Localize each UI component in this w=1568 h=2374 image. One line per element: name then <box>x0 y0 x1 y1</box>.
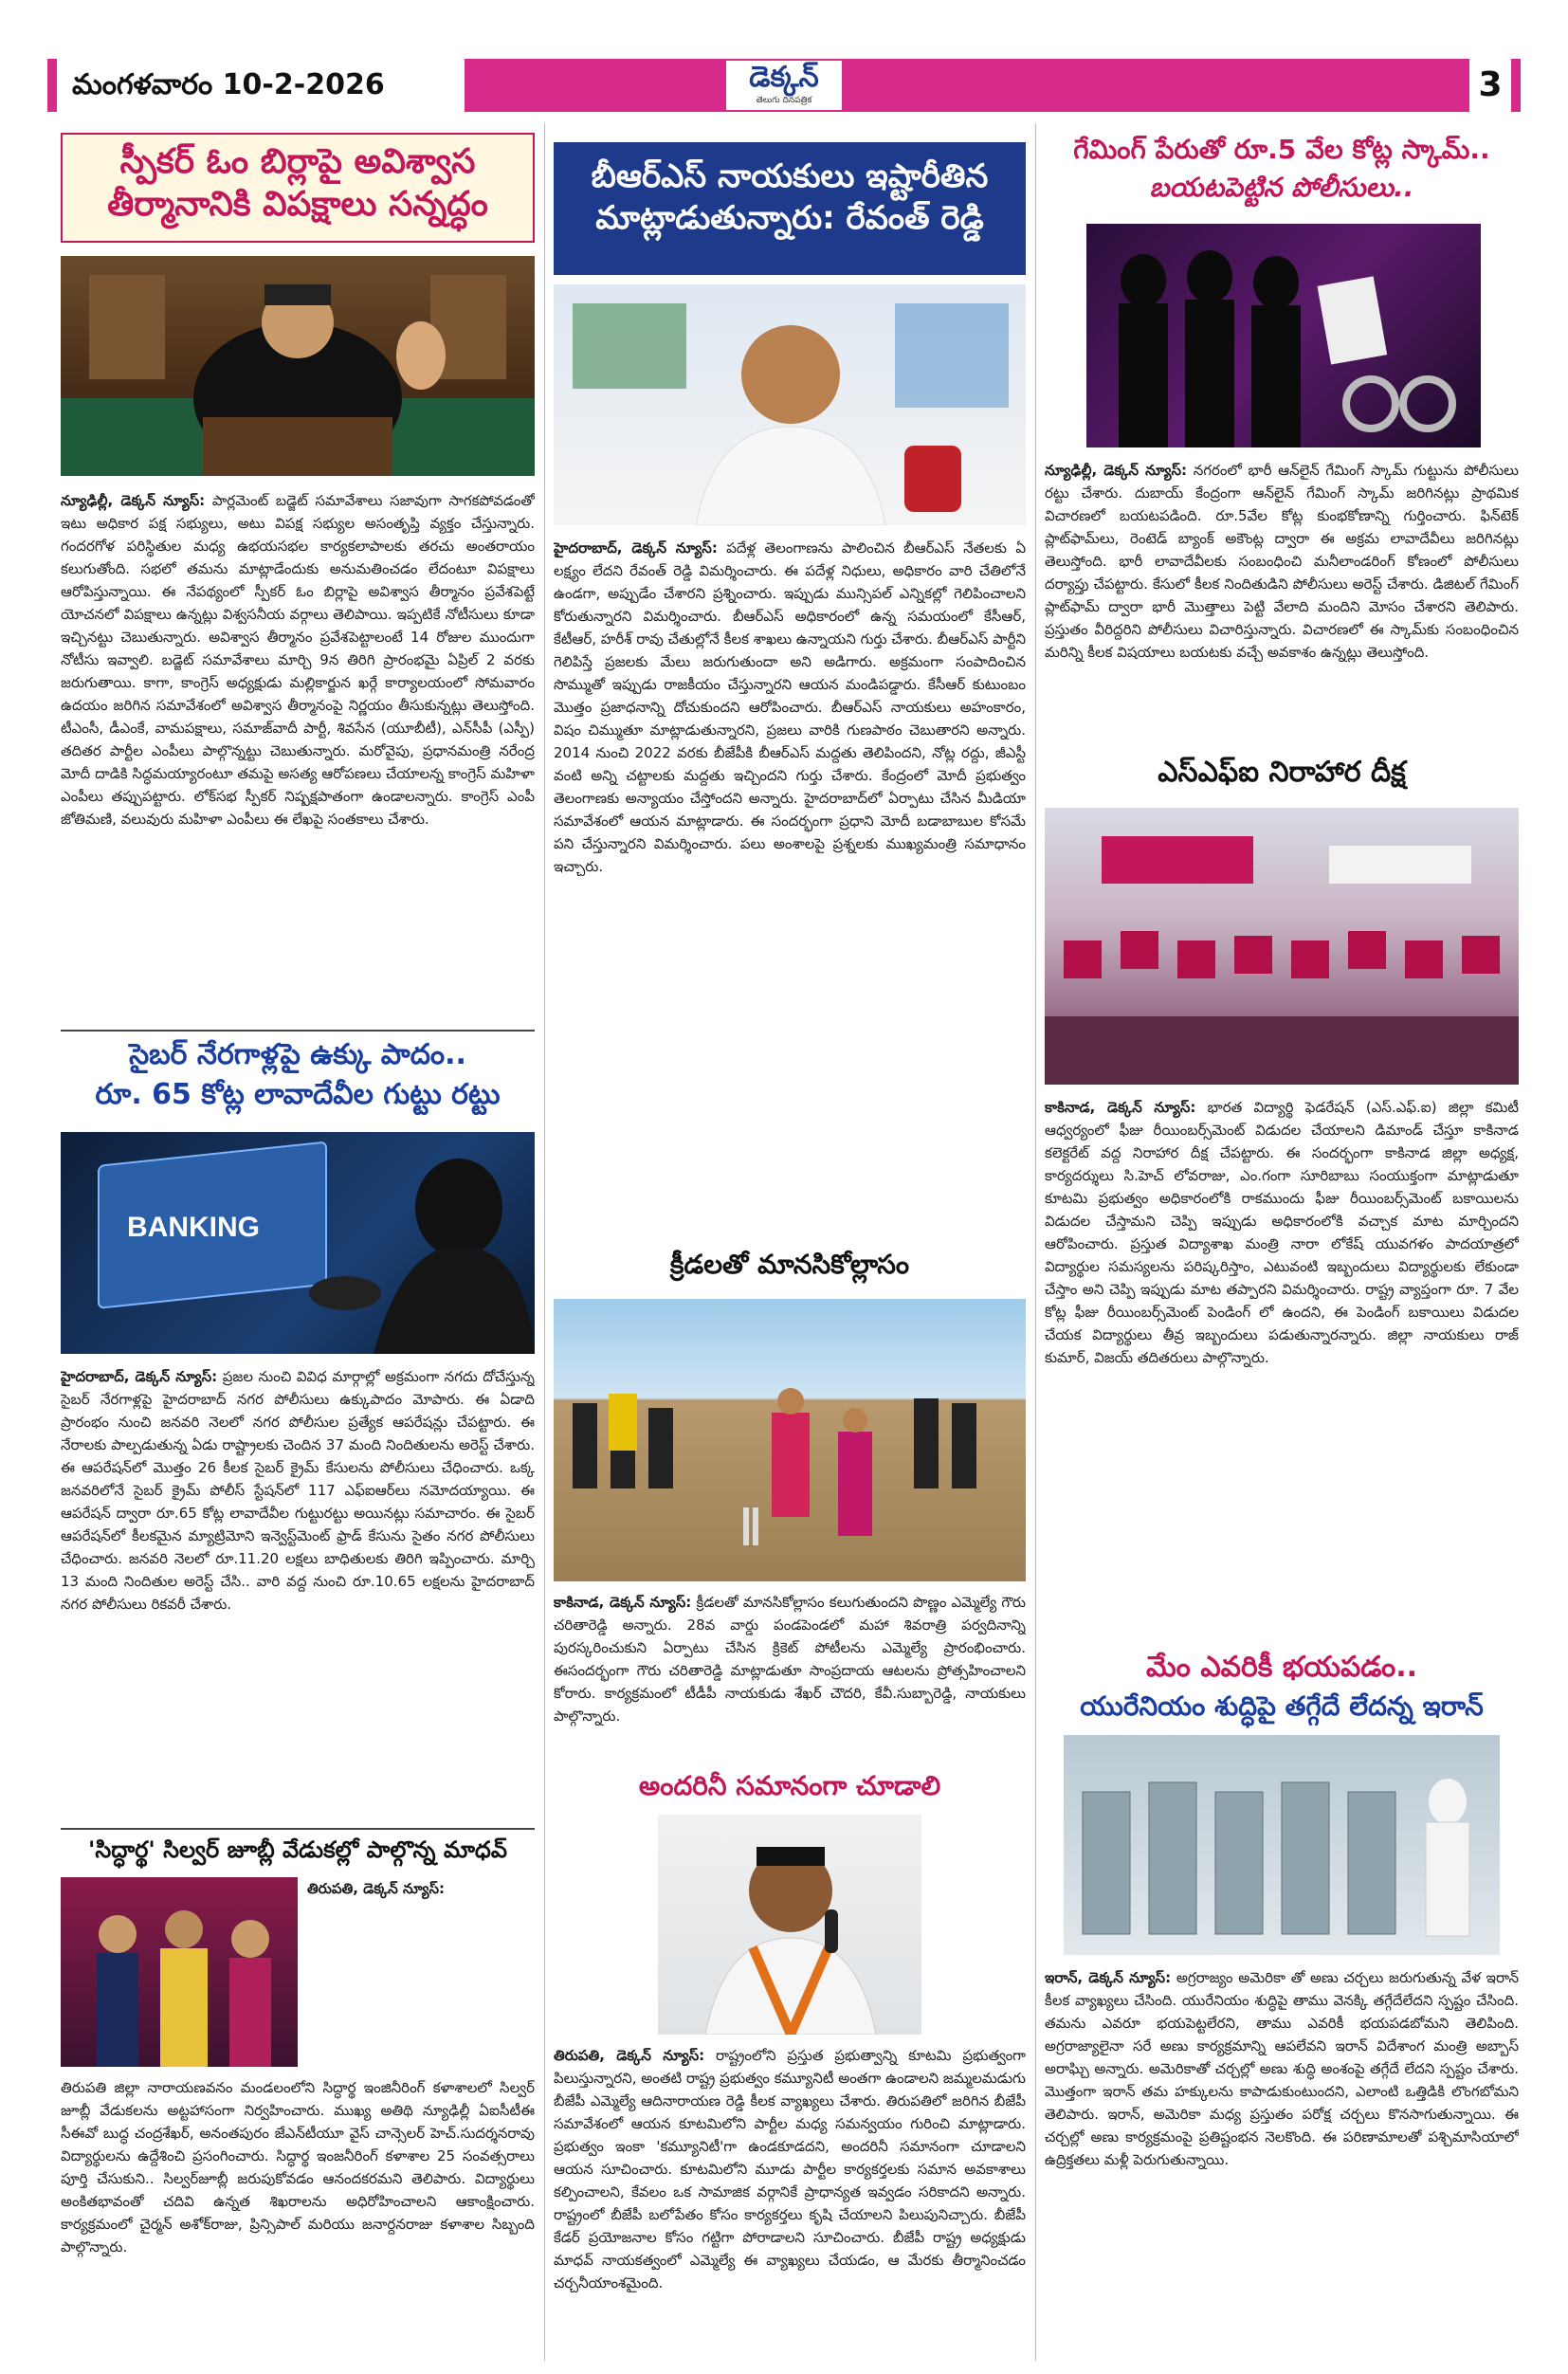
sports-body: క్రీడలతో మానసికోల్లాసం కలుగుతుందని పొణ్ణం ఎమ్మెల్యే గౌరు చరితారెడ్డి అన్నారు. 28వ వార్డు పండపెండలో మహా శివరాత్రి పర్వదినాన్ని పురస్కరించుకుని ఏర్పాటు చేసిన క్రికెట్ పోటీలను ఎమ్మెల్యే ప్రారంభించారు. ఈసందర్భంగా గౌరు చరితారెడ్డి మాట్లాడుతూ సాంప్రదాయ ఆటలను ప్రోత్సహించాలని కోరారు. కార్యక్రమంలో టీడీపీ నాయకుడు శేఖర్ చౌదరి, కేవీ.సుబ్బారెడ్డి, నాయకులు పాల్గొన్నారు. <box>554 1594 1026 1725</box>
siddhartha-dateline-block <box>307 1877 535 2067</box>
iran-headline-1: మేం ఎవరికీ భయపడం.. <box>1145 1651 1418 1684</box>
felicitation-photo <box>61 1877 298 2067</box>
andarini-dateline: తిరుపతి, డెక్కన్ న్యూస్: <box>554 2047 705 2064</box>
siddhartha-dateline: తిరుపతి, డెక్కన్ న్యూస్: <box>307 1880 446 1897</box>
sports-article <box>554 1591 1026 1760</box>
sports-headline: క్రీడలతో మానసికోల్లాసం <box>669 1249 910 1280</box>
siddhartha-article <box>61 2076 535 2351</box>
iran-dateline: ఇరాన్, డెక్కన్ న్యూస్: <box>1045 1969 1172 1986</box>
logo-text: డెక్కన్ <box>749 61 819 94</box>
sfi-body: భారత విద్యార్థి ఫెడరేషన్ (ఎస్.ఎఫ్.ఐ) జిల్లా కమిటీ ఆధ్వర్యంలో ఫీజు రీయింబర్స్‌మెంట్ విడుదల చేయాలని డిమాండ్ చేస్తూ కాకినాడ కలెక్టరేట్ వద్ద నిరాహార దీక్ష చేపట్టారు. ఈ సందర్భంగా కాకినాడ జిల్లా అధ్యక్ష, కార్యదర్శులు సి.హెచ్ లోవరాజు, ఎం.గంగా సూరిబాబు సంయుక్తంగా మాట్లాడుతూ కూటమి ప్రభుత్వం అధికారంలోకి రాకముందు ఫీజు రీయింబర్స్‌మెంట్ బకాయిలను విడుదల చేస్తామని చెప్పి ఇప్పుడు అధికారంలోకి వచ్చాక మాట మార్చిందని ఆరోపించారు. ప్రస్తుత విద్యాశాఖ మంత్రి నారా లోకేష్ యువగళం పాదయాత్రలో విద్యార్థుల సమస్యలను పరిష్కరిస్తాం, ఎటువంటి ఇబ్బందులు విద్యార్థులకు లేకుండా చేస్తాం అని చెప్పి ఇప్పుడు మాట తప్పారని విమర్శించారు. రాష్ట్ర వ్యాప్తంగా రూ. 7 వేల కోట్ల ఫీజు రీయింబర్స్‌మెంట్ పెండింగ్ లో ఉందని, ఈ పెండింగ్ బకాయిలు విడుదల చేయక విద్యార్థులు తీవ్ర ఇబ్బందులు పడుతున్నారన్నారు. జిల్లా నాయకులు రాజ్ కుమార్, విజయ్ తదితరులు పాల్గొన్నారు. <box>1045 1099 1519 1366</box>
hacker-photo <box>61 1132 535 1354</box>
hunger-strike-photo <box>1045 808 1519 1085</box>
siddhartha-body: తిరుపతి జిల్లా నారాయణవనం మండలంలోని సిద్ధార్థ ఇంజినీరింగ్ కళాశాలలో సిల్వర్ జూబ్లీ వేడుకలను అట్టహాసంగా నిర్వహించారు. ముఖ్య అతిథి న్యూఢిల్లీ ఏఐసీటీఈ సీఈవో బుద్ధ చంద్రశేఖర్, అనంతపురం జేఎన్‌టీయూ వైస్ చాన్సెలర్ హెచ్.సుదర్శనరావు విద్యార్థులను ఉద్దేశించి ప్రసంగించారు. సిద్ధార్థ ఇంజనీరింగ్ కళాశాల 25 సంవత్సరాలు పూర్తి చేసుకుని.. సిల్వర్‌జూబ్లీ జరుపుకోవడం ఆనందకరమని తెలిపారు. విద్యార్థులు అంకితభావంతో చదివి ఉన్నత శిఖరాలను అధిరోహించాలని ఆకాంక్షించారు. కార్యక్రమంలో చైర్మన్ అశోక్‌రాజు, ప్రిన్సిపాల్ మరియు జనార్దనరాజు కళాశాల సిబ్బంది పాల్గొన్నారు. <box>61 2079 535 2255</box>
sfi-photo <box>1045 808 1519 1085</box>
gaming-body: నగరంలో భారీ ఆన్‌లైన్ గేమింగ్ స్కామ్ గుట్టును పోలీసులు రట్టు చేశారు. దుబాయ్ కేంద్రంగా ఆన్‌లైన్ గేమింగ్ స్కామ్ జరిగినట్లు ప్రాథమిక విచారణలో బయటపడింది. రూ.5వేల కోట్ల కుంభకోణాన్ని గుర్తించారు. ఫిన్‌టెక్ ప్లాట్‌ఫామ్‌లు, రెంటెడ్ బ్యాంక్ అకౌంట్ల ద్వారా ఈ అక్రమ లావాదేవీలు జరిగినట్లు తెలుస్తోంది. భారీ లావాదేవీలకు సంబంధించి మనీలాండరింగ్ కోణంలో పోలీసులు దర్యాప్తు చేపట్టారు. కేసులో కీలక నిందితుడిని పోలీసులు అరెస్ట్ చేశారు. డిజిటల్ గేమింగ్ ప్లాట్‌ఫామ్ ద్వారా భారీ మొత్తాలు పెట్టి వేలాది మందిని మోసం చేశారని తెలిపారు. ప్రస్తుతం వీరిద్దరిని పోలీసులు విచారిస్తున్నారు. విచారణలో ఈ స్కామ్‌కు సంబంధించిన మరిన్ని కీలక విషయాలు బయటకు వచ్చే అవకాశం ఉన్నట్లు తెలుస్తోంది. <box>1045 462 1519 661</box>
issue-date: మంగళవారం 10-2-2026 <box>47 59 465 112</box>
cyber-article <box>61 1365 535 1824</box>
handcuffs-photo <box>1086 224 1481 447</box>
revanth-body: పదేళ్ల తెలంగాణను పాలించిన బీఆర్ఎస్ నేతలకు ఏ లక్ష్యం లేదని రేవంత్ రెడ్డి విమర్శించారు. ఈ పదేళ్ల నిధులు, అధికారం వారి చేతిలోనే ఉండగా, అప్పుడేం చేశారని ప్రశ్నించారు. ఇప్పుడు మున్సిపల్ ఎన్నికల్లో గెలిపించాలని కోరుతున్నారని విమర్శించారు. బీఆర్ఎస్ అధికారంలో ఉన్న సమయంలో కేసీఆర్, కేటీఆర్, హరీశ్ రావు చేతుల్లోనే కీలక శాఖలు ఉన్నాయని గుర్తు చేశారు. బీఆర్ఎస్ పార్టీని గెలిపిస్తే ప్రజలకు మేలు జరుగుతుందా అని అడిగారు. అక్రమంగా సంపాదించిన సొమ్ముతో ఇప్పుడు రాజకీయం చేస్తున్నారని ఆయన మండిపడ్డారు. కేసీఆర్ కుటుంబం మొత్తం ప్రజాధనాన్ని దోచుకుందని ఆరోపించారు. బీఆర్ఎస్ నాయకులు అహంకారం, విషం చిమ్ముతూ మాట్లాడుతున్నారని, ప్రజలు వారికి గుణపాఠం చెబుతారని అన్నారు. 2014 నుంచి 2022 వరకు బీజేపీకి బీఆర్ఎస్ మద్దతు తెలిపిందని, నోట్ల రద్దు, జీఎస్టీ వంటి అన్ని చట్టాలకు మద్దతు ఇచ్చిందని గుర్తు చేశారు. కేంద్రంలో మోదీ ప్రభుత్వం తెలంగాణకు అన్యాయం చేస్తోందని అన్నారు. హైదరాబాద్‌లో ఏర్పాటు చేసిన మీడియా సమావేశంలో ఆయన మాట్లాడారు. ఈ సందర్భంగా ప్రధాని మోదీ బడాబాబుల కోసమే పని చేస్తున్నారని విమర్శించారు. పలు అంశాలపై ప్రశ్నలకు ముఖ్యమంత్రి సమాధానం ఇచ్చారు. <box>554 539 1026 875</box>
speaker-headline: స్పీకర్ ఓం బిర్లాపై అవిశ్వాస తీర్మానానికి విపక్షాలు సన్నద్ధం <box>61 133 535 243</box>
speaker-dateline: న్యూఢిల్లీ, డెక్కన్ న్యూస్: <box>61 492 206 509</box>
iran-photo <box>1064 1735 1500 1955</box>
gaming-article <box>1045 459 1519 745</box>
andarini-body: రాష్ట్రంలోని ప్రస్తుత ప్రభుత్వాన్ని కూటమి ప్రభుత్వంగా పిలుస్తున్నారని, అంతటి రాష్ట్ర ప్రభుత్వం కమ్యూనిటీ అంతగా ఉండాలని జమ్మలమడుగు బీజేపీ ఎమ్మెల్యే ఆదినారాయణ రెడ్డి కీలక వ్యాఖ్యలు చేశారు. తిరుపతిలో జరిగిన బీజేపీ సమావేశంలో ఆయన కూటమిలోని పార్టీల మధ్య సమన్వయం గురించి మాట్లాడారు. ప్రభుత్వం ఇంకా 'కమ్యూనిటీ'గా ఉండకూడదని, అందరినీ సమానంగా చూడాలని ఆయన సూచించారు. కూటమిలోని మూడు పార్టీల కార్యకర్తలకు సమాన అవకాశాలు కల్పించాలని, కేవలం ఒక సామాజిక వర్గానికే ప్రాధాన్యత ఇవ్వడం సరికాదని అన్నారు. రాష్ట్రంలో బీజేపీ బలోపేతం కోసం కార్యకర్తలు కృషి చేయాలని పిలుపునిచ్చారు. బీజేపీ కేడర్ ప్రయోజనాల కోసం గట్టిగా పోరాడాలని సూచించారు. బీజేపీ రాష్ట్ర అధ్యక్షుడు మాధవ్ నాయకత్వంలో ఎమ్మెల్యే ఈ వ్యాఖ్యలు చేయడం, ఆ మేరకు తీర్మానించడం చర్చనీయాంశమైంది. <box>554 2047 1026 2292</box>
gaming-photo <box>1086 224 1481 447</box>
sports-photo <box>554 1299 1026 1581</box>
cyber-photo <box>61 1132 535 1354</box>
sfi-article <box>1045 1096 1519 1640</box>
iran-article <box>1045 1966 1519 2353</box>
divider <box>61 1828 535 1830</box>
speaker-article <box>61 489 535 1024</box>
column-rule <box>1035 123 1036 2361</box>
iran-body: అగ్రరాజ్యం అమెరికా తో అణు చర్చలు జరుగుతున్న వేళ ఇరాన్ కీలక వ్యాఖ్యలు చేసింది. యురేనియం శుద్ధిపై తాము వెనక్కి తగ్గేదేలేదని స్పష్టం చేసింది. తమను ఎవరూ భయపెట్టలేరని, తాము ఎవరికీ భయపడబోమని తెలిపింది. అగ్రరాజ్యాలైనా సరే అణు కార్యక్రమాన్ని ఆపలేవని ఇరాన్ విదేశాంగ మంత్రి అబ్బాస్ అరాఘ్చి అన్నారు. అమెరికాతో చర్చల్లో అణు శుద్ధి అంశంపై తగ్గేదే లేదని స్పష్టం చేశారు. మొత్తంగా ఇరాన్ తమ హక్కులను కాపాడుకుంటుందని, ఎలాంటి ఒత్తిడికి లొంగబోమని తెలిపారు. ఇరాన్, అమెరికా మధ్య ప్రస్తుతం పరోక్ష చర్చలు కొనసాగుతున్నాయి. ఈ చర్చల్లో అణు కార్యక్రమంపై ప్రతిష్టంభన నెలకొంది. ఈ పరిణామాలతో పశ్చిమాసియాలో ఉద్రిక్తతలు మళ్లీ పెరుగుతున్నాయి. <box>1045 1969 1519 2168</box>
divider <box>61 1030 535 1032</box>
page-number: 3 <box>1469 59 1521 112</box>
iran-headline-2: యురేనియం శుద్ధిపై తగ్గేదే లేదన్న ఇరాన్ <box>1080 1690 1484 1722</box>
sfi-headline: ఎస్ఎఫ్ఐ నిరాహార దీక్ష <box>1158 756 1406 789</box>
cyber-dateline: హైదరాబాద్, డెక్కన్ న్యూస్: <box>61 1368 218 1385</box>
cyber-body: ప్రజల నుంచి వివిధ మార్గాల్లో అక్రమంగా నగదు దోచేస్తున్న సైబర్ నేరగాళ్లపై హైదరాబాద్ నగర పోలీసులు ఉక్కుపాదం మోపారు. ఈ ఏడాది ప్రారంభం నుంచి జనవరి నెలలో నగర పోలీసుల ప్రత్యేక ఆపరేషన్లు చేపట్టారు. ఈ నేరాలకు పాల్పడుతున్న ఏడు రాష్ట్రాలకు చెందిన 37 మంది నిందితులను అరెస్ట్ చేశారు. ఈ ఆపరేషన్‌లో మొత్తం 26 కీలక సైబర్ క్రైమ్ కేసులను పోలీసులు చేధించారు. ఒక్క జనవరిలోనే సైబర్ క్రైమ్ పోలీస్ స్టేషన్‌లో 117 ఎఫ్‌ఐఆర్‌లు నమోదయ్యాయి. ఈ ఆపరేషన్ ద్వారా రూ.65 కోట్ల లావాదేవీల గుట్టురట్టు అయినట్లు సమాచారం. ఈ సైబర్ ఆపరేషన్‌లో కీలకమైన మ్యాట్రిమోని ఇన్వెస్ట్‌మెంట్ ఫ్రాడ్ కేసును సైతం నగర పోలీసులు చేధించారు. జనవరి నెలలో రూ.11.20 లక్షలు బాధితులకు తిరిగి ఇప్పించారు. మార్చి 13 మంది నిందితుల అరెస్ట్ చేసి.. వారి వద్ద నుంచి రూ.10.65 లక్షలను హైదరాబాద్ నగర పోలీసులు రికవరీ చేశారు. <box>61 1368 535 1613</box>
column-rule <box>544 123 545 2361</box>
revanth-article <box>554 537 1026 1240</box>
andarini-photo <box>658 1815 921 2035</box>
andarini-article <box>554 2044 1026 2353</box>
om-birla-photo <box>61 256 535 476</box>
gaming-headline-1: గేమింగ్ పేరుతో రూ.5 వేల కోట్ల స్కామ్.. <box>1073 134 1490 165</box>
speaker-body: పార్లమెంట్ బడ్జెట్ సమావేశాలు సజావుగా సాగకపోవడంతో ఇటు అధికార పక్ష సభ్యులు, అటు విపక్ష సభ్యుల అసంతృప్తి వ్యక్తం చేస్తున్నారు. గందరగోళ పరిస్థితుల మధ్య ఉభయసభల కార్యకలాపాలకు తరచు అంతరాయం కలుగుతోంది. సభలో తమను మాట్లాడేందుకు అనుమతించడం లేదంటూ విపక్షాలు ఆరోపిస్తున్నాయి. ఈ నేపథ్యంలో స్పీకర్ ఓం బిర్లాపై అవిశ్వాస తీర్మానం ప్రవేశపెట్టే యోచనలో విపక్షాలు ఉన్నట్లు విశ్వసనీయ వర్గాలు తెలిపాయి. ఇప్పటికే నోటీసులు కూడా ఇచ్చినట్టు చెబుతున్నారు. అవిశ్వాస తీర్మానం ప్రవేశపెట్టాలంటే 14 రోజుల ముందుగా నోటీసు ఇవ్వాలి. బడ్జెట్ సమావేశాలు మార్చి 9న తిరిగి ప్రారంభమై ఏప్రిల్ 2 వరకు జరుగుతాయి. కాగా, కాంగ్రెస్ అధ్యక్షుడు మల్లికార్జున ఖర్గే కార్యాలయంలో సోమవారం ఉదయం జరిగిన సమావేశంలో అవిశ్వాస తీర్మానంపై నిర్ణయం తీసుకున్నట్లు తెలుస్తోంది. టీఎంసీ, డీఎంకే, వామపక్షాలు, సమాజ్‌వాదీ పార్టీ, శివసేన (యూబీటీ), ఎన్‌సీపీ (ఎస్పీ) తదితర పార్టీల ఎంపీలు పాల్గొన్నట్టు చెబుతున్నారు. మరోవైపు, ప్రధానమంత్రి నరేంద్ర మోదీ దాడికి సిద్ధమయ్యారంటూ తమపై అసత్య ఆరోపణలు చేయాలన్న కాంగ్రెస్ మహిళా ఎంపీలు తప్పుపట్టారు. లోక్‌సభ స్పీకర్ నిష్పక్షపాతంగా ఉండాలన్నారు. కాంగ్రెస్ ఎంపీ జోతిమణి, వలువురు మహిళా ఎంపీలు ఈ లేఖపై సంతకాలు చేశారు. <box>61 492 535 828</box>
cyber-headline-1: సైబర్ నేరగాళ్లపై ఉక్కు పాదం.. <box>129 1038 466 1071</box>
gaming-headline-2: బయటపెట్టిన పోలీసులు.. <box>1149 172 1414 203</box>
cyber-headline-2: రూ. 65 కోట్ల లావాదేవీల గుట్టు రట్టు <box>95 1078 501 1111</box>
gaming-dateline: న్యూఢిల్లీ, డెక్కన్ న్యూస్: <box>1045 462 1188 479</box>
sports-dateline: కాకినాడ, డెక్కన్ న్యూస్: <box>554 1594 692 1611</box>
banking-label: BANKING <box>127 1212 260 1243</box>
adinarayana-reddy-photo <box>658 1815 921 2035</box>
newspaper-logo <box>726 61 842 110</box>
revanth-dateline: హైదరాబాద్, డెక్కన్ న్యూస్: <box>554 539 718 557</box>
revanth-headline <box>554 142 1026 275</box>
cricket-inauguration-photo <box>554 1299 1026 1581</box>
andarini-headline: అందరినీ సమానంగా చూడాలి <box>638 1770 941 1801</box>
revanth-photo <box>554 284 1026 525</box>
speaker-photo <box>61 256 535 476</box>
sfi-dateline: కాకినాడ, డెక్కన్ న్యూస్: <box>1045 1099 1196 1116</box>
revanth-headline-1: బీఆర్ఎస్ నాయకులు ఇష్టారీతిన <box>591 157 989 195</box>
uranium-plant-photo <box>1064 1735 1500 1955</box>
logo-subtitle: తెలుగు దినపత్రిక <box>756 96 812 105</box>
siddhartha-photo <box>61 1877 298 2067</box>
revanth-headline-2: మాట్లాడుతున్నారు: రేవంత్ రెడ్డి <box>595 199 984 238</box>
siddhartha-headline: 'సిద్ధార్థ' సిల్వర్ జూబ్లీ వేడుకల్లో పాల్గొన్న మాధవ్ <box>88 1836 507 1863</box>
revanth-reddy-photo <box>554 284 1026 525</box>
